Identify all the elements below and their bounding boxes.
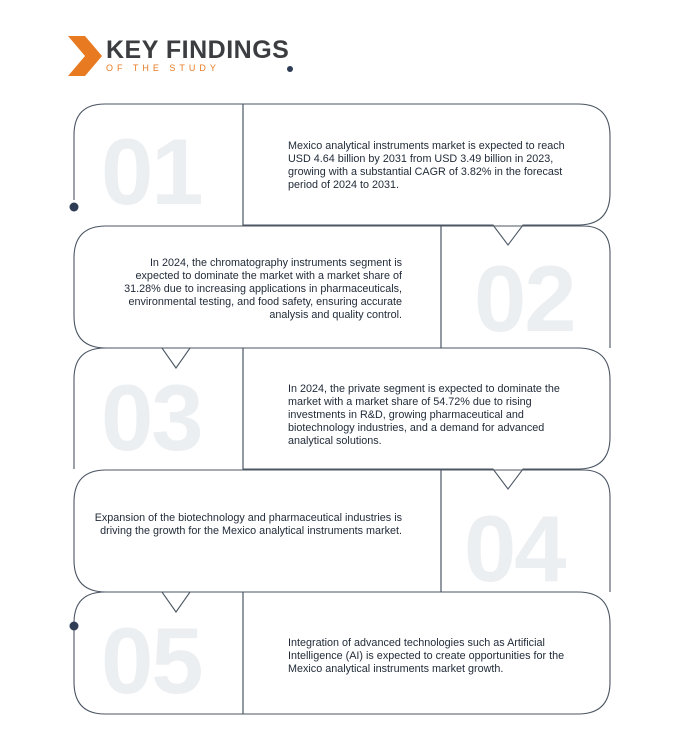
finding-number-01: 01 xyxy=(101,119,202,224)
connector-dot-icon xyxy=(70,622,79,631)
page-subtitle: OF THE STUDY xyxy=(106,63,220,73)
page-title: KEY FINDINGS xyxy=(106,36,290,64)
finding-text-03: In 2024, the private segment is expected to dominate the market with a market share of 54.72% due to rising investments in R&D, growing pharmaceutical and biotechnology industries, and a demand for advanced analytical solutions. xyxy=(288,383,560,447)
finding-number-03: 03 xyxy=(101,365,202,470)
finding-text-02: In 2024, the chromatography instruments segment is expected to dominate the market with a market share of 31.28% due to increasing applications in pharmaceuticals, environmental testing, and food safety, ensuring accurate analysis and quality control. xyxy=(124,257,402,321)
connector-dot-icon xyxy=(70,203,79,212)
finding-text-04: Expansion of the biotechnology and pharmaceutical industries is driving the growth for the Mexico analytical instruments market. xyxy=(94,512,402,537)
finding-number-04: 04 xyxy=(464,496,565,601)
finding-number-05: 05 xyxy=(101,608,202,713)
finding-number-02: 02 xyxy=(474,246,575,351)
finding-text-01: Mexico analytical instruments market is expected to reach USD 4.64 billion by 2031 from USD 3.49 billion in 2023, growing with a substantial CAGR of 3.82% in the forecast period of 2024 to 2031. xyxy=(288,140,565,191)
finding-text-05: Integration of advanced technologies such as Artificial Intelligence (AI) is expected to create opportunities for the Mexico analytical instruments market growth. xyxy=(288,637,565,675)
